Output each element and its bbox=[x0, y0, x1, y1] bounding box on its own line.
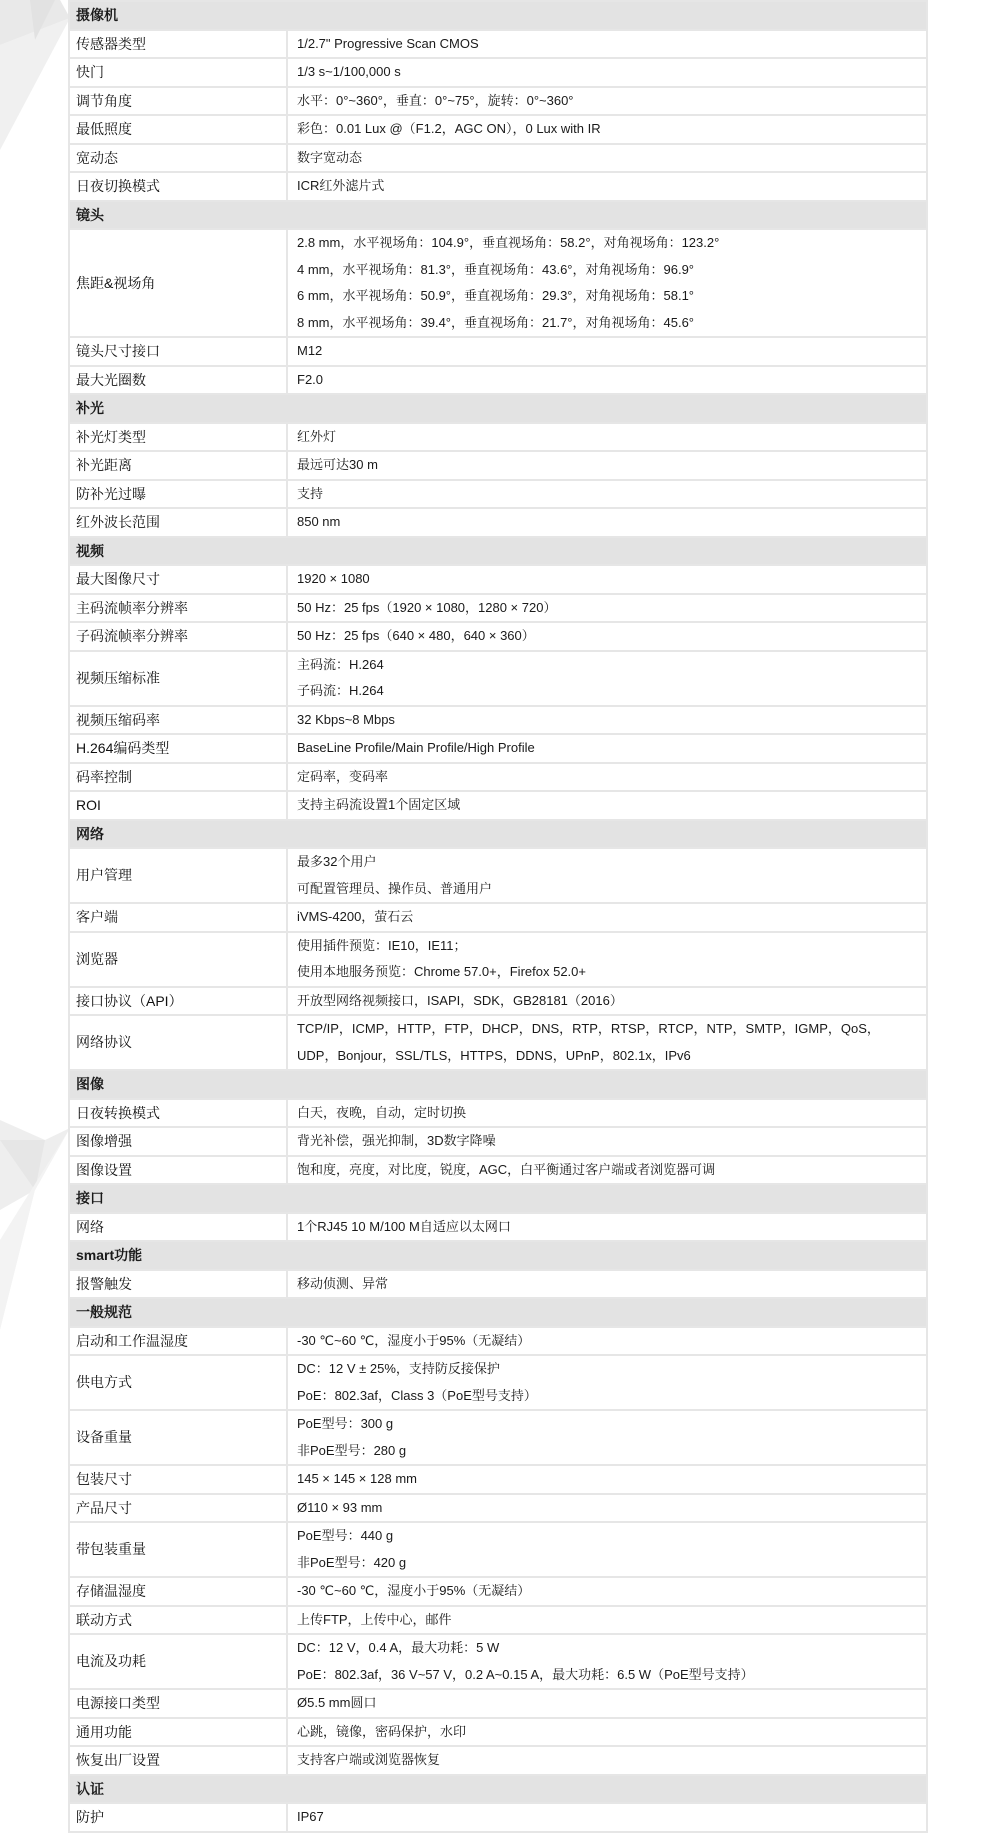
spec-key: 主码流帧率分辨率 bbox=[69, 594, 287, 623]
spec-key: 网络协议 bbox=[69, 1015, 287, 1070]
section-title: 镜头 bbox=[69, 201, 927, 230]
spec-key: 补光距离 bbox=[69, 451, 287, 480]
spec-value-line: 850 nm bbox=[297, 514, 341, 529]
spec-value bbox=[287, 622, 927, 651]
table-row bbox=[69, 763, 927, 792]
spec-value-line: 使用本地服务预览：Chrome 57.0+，Firefox 52.0+ bbox=[297, 964, 586, 979]
table-row bbox=[69, 30, 927, 59]
table-row bbox=[69, 706, 927, 735]
spec-value-line: 最远可达30 m bbox=[297, 457, 378, 472]
spec-value-line: 饱和度，亮度，对比度，锐度，AGC，白平衡通过客户端或者浏览器可调 bbox=[297, 1161, 716, 1177]
table-row bbox=[69, 58, 927, 87]
spec-key: H.264编码类型 bbox=[69, 734, 287, 763]
spec-key: 快门 bbox=[69, 58, 287, 87]
spec-key: 日夜转换模式 bbox=[69, 1099, 287, 1128]
spec-value-line: 主码流：H.264 bbox=[297, 656, 384, 672]
spec-key: 图像设置 bbox=[69, 1156, 287, 1185]
table-row bbox=[69, 1606, 927, 1635]
spec-key: 最大图像尺寸 bbox=[69, 565, 287, 594]
spec-value bbox=[287, 58, 927, 87]
section-title: 接口 bbox=[69, 1184, 927, 1213]
spec-key: 电流及功耗 bbox=[69, 1634, 287, 1689]
section-header-row bbox=[69, 1298, 927, 1327]
section-header-row bbox=[69, 1241, 927, 1270]
table-row bbox=[69, 144, 927, 173]
spec-value-line: Ø110 × 93 mm bbox=[297, 1499, 383, 1515]
spec-value bbox=[287, 1522, 927, 1577]
spec-value bbox=[287, 987, 927, 1016]
spec-value bbox=[287, 1746, 927, 1775]
spec-key: 包装尺寸 bbox=[69, 1465, 287, 1494]
spec-value bbox=[287, 791, 927, 820]
spec-table-body bbox=[69, 1, 927, 1832]
table-row bbox=[69, 1015, 927, 1070]
spec-value bbox=[287, 706, 927, 735]
spec-value bbox=[287, 1355, 927, 1410]
spec-value-line: iVMS-4200，萤石云 bbox=[297, 909, 414, 924]
table-row bbox=[69, 1577, 927, 1606]
spec-value-line: 2.8 mm，水平视场角：104.9°，垂直视场角：58.2°，对角视场角：123.2° bbox=[297, 235, 720, 250]
spec-key: 产品尺寸 bbox=[69, 1494, 287, 1523]
table-row bbox=[69, 1213, 927, 1242]
spec-value-line: 50 Hz：25 fps（1920 × 1080，1280 × 720） bbox=[297, 599, 557, 615]
spec-value-line: -30 ℃~60 ℃，湿度小于95%（无凝结） bbox=[297, 1583, 531, 1598]
table-row bbox=[69, 1746, 927, 1775]
spec-key: 视频压缩码率 bbox=[69, 706, 287, 735]
spec-key: 调节角度 bbox=[69, 87, 287, 116]
spec-value bbox=[287, 480, 927, 509]
spec-value-line: 非PoE型号：420 g bbox=[297, 1554, 407, 1570]
spec-value-line: 使用插件预览：IE10，IE11； bbox=[297, 937, 467, 953]
spec-value bbox=[287, 1410, 927, 1465]
spec-value-line: 1个RJ45 10 M/100 M自适应以太网口 bbox=[297, 1218, 511, 1234]
section-title: 补光 bbox=[69, 394, 927, 423]
table-row bbox=[69, 1465, 927, 1494]
spec-value-line: 上传FTP，上传中心，邮件 bbox=[297, 1611, 452, 1627]
spec-value-line: TCP/IP，ICMP，HTTP，FTP，DHCP，DNS，RTP，RTSP，RTCP，NTP，SMTP，IGMP，QoS， bbox=[297, 1021, 880, 1036]
spec-value-line: 1/2.7" Progressive Scan CMOS bbox=[297, 35, 479, 51]
spec-key: 电源接口类型 bbox=[69, 1689, 287, 1718]
spec-value-line: PoE：802.3af，36 V~57 V，0.2 A~0.15 A，最大功耗：6.5 W（PoE型号支持） bbox=[297, 1666, 754, 1682]
spec-key: 日夜切换模式 bbox=[69, 172, 287, 201]
table-row bbox=[69, 337, 927, 366]
spec-value bbox=[287, 1127, 927, 1156]
table-row bbox=[69, 1803, 927, 1832]
spec-value bbox=[287, 1270, 927, 1299]
spec-value-line: 水平：0°~360°，垂直：0°~75°，旋转：0°~360° bbox=[297, 92, 574, 108]
table-row bbox=[69, 1127, 927, 1156]
spec-value-line: -30 ℃~60 ℃，湿度小于95%（无凝结） bbox=[297, 1332, 531, 1348]
spec-value bbox=[287, 1689, 927, 1718]
table-row bbox=[69, 87, 927, 116]
spec-value-line: 6 mm，水平视场角：50.9°，垂直视场角：29.3°，对角视场角：58.1° bbox=[297, 288, 695, 303]
table-row bbox=[69, 848, 927, 903]
spec-key: 网络 bbox=[69, 1213, 287, 1242]
spec-value-line: 145 × 145 × 128 mm bbox=[297, 1471, 417, 1486]
spec-value-line: 定码率，变码率 bbox=[297, 768, 389, 784]
spec-value bbox=[287, 1803, 927, 1832]
table-row bbox=[69, 1634, 927, 1689]
spec-value bbox=[287, 1606, 927, 1635]
spec-value-line: 可配置管理员、操作员、普通用户 bbox=[297, 880, 493, 896]
spec-value-line: 1/3 s~1/100,000 s bbox=[297, 64, 401, 79]
spec-value bbox=[287, 1327, 927, 1356]
spec-key: 设备重量 bbox=[69, 1410, 287, 1465]
spec-table bbox=[68, 0, 928, 1833]
spec-key: 焦距&视场角 bbox=[69, 229, 287, 337]
section-title: 一般规范 bbox=[69, 1298, 927, 1327]
spec-value-line: ICR红外滤片式 bbox=[297, 178, 385, 193]
section-header-row bbox=[69, 1775, 927, 1804]
spec-key: 防补光过曝 bbox=[69, 480, 287, 509]
spec-value-line: 最多32个用户 bbox=[297, 854, 377, 869]
spec-value-line: 50 Hz：25 fps（640 × 480，640 × 360） bbox=[297, 628, 535, 643]
spec-value bbox=[287, 1494, 927, 1523]
spec-key: 报警触发 bbox=[69, 1270, 287, 1299]
section-header-row bbox=[69, 1, 927, 30]
table-row bbox=[69, 451, 927, 480]
spec-key: 子码流帧率分辨率 bbox=[69, 622, 287, 651]
section-header-row bbox=[69, 201, 927, 230]
spec-key: 传感器类型 bbox=[69, 30, 287, 59]
section-header-row bbox=[69, 820, 927, 849]
section-header-row bbox=[69, 394, 927, 423]
spec-value bbox=[287, 508, 927, 537]
spec-value bbox=[287, 565, 927, 594]
spec-value bbox=[287, 87, 927, 116]
spec-value-line: UDP，Bonjour，SSL/TLS，HTTPS，DDNS，UPnP，802.1x，IPv6 bbox=[297, 1047, 691, 1063]
spec-key: 浏览器 bbox=[69, 932, 287, 987]
spec-value-line: PoE型号：300 g bbox=[297, 1416, 394, 1431]
spec-value bbox=[287, 734, 927, 763]
table-row bbox=[69, 1410, 927, 1465]
spec-key: 码率控制 bbox=[69, 763, 287, 792]
section-title: 网络 bbox=[69, 820, 927, 849]
spec-value-line: PoE型号：440 g bbox=[297, 1528, 394, 1543]
section-header-row bbox=[69, 537, 927, 566]
spec-value bbox=[287, 1099, 927, 1128]
table-row bbox=[69, 366, 927, 395]
spec-value bbox=[287, 115, 927, 144]
spec-key: 启动和工作温湿度 bbox=[69, 1327, 287, 1356]
table-row bbox=[69, 1355, 927, 1410]
spec-key: 联动方式 bbox=[69, 1606, 287, 1635]
spec-value bbox=[287, 229, 927, 337]
spec-value-line: 支持 bbox=[297, 485, 324, 501]
spec-value-line: 红外灯 bbox=[297, 428, 337, 444]
section-header-row bbox=[69, 1184, 927, 1213]
spec-value-line: BaseLine Profile/Main Profile/High Profile bbox=[297, 740, 535, 755]
spec-key: 用户管理 bbox=[69, 848, 287, 903]
spec-value bbox=[287, 1213, 927, 1242]
spec-value-line: 移动侦测、异常 bbox=[297, 1275, 389, 1291]
table-row bbox=[69, 565, 927, 594]
spec-value-line: 子码流：H.264 bbox=[297, 683, 384, 698]
table-row bbox=[69, 508, 927, 537]
spec-value bbox=[287, 651, 927, 706]
section-title: smart功能 bbox=[69, 1241, 927, 1270]
spec-value bbox=[287, 594, 927, 623]
spec-value-line: DC：12 V，0.4 A，最大功耗：5 W bbox=[297, 1640, 500, 1655]
spec-value-line: IP67 bbox=[297, 1809, 324, 1824]
table-row bbox=[69, 480, 927, 509]
spec-value-line: 非PoE型号：280 g bbox=[297, 1442, 407, 1458]
spec-value-line: M12 bbox=[297, 343, 323, 358]
spec-value-line: 白天，夜晚，自动，定时切换 bbox=[297, 1104, 467, 1120]
table-row bbox=[69, 1270, 927, 1299]
spec-value-line: DC：12 V ± 25%，支持防反接保护 bbox=[297, 1361, 500, 1376]
spec-value bbox=[287, 1015, 927, 1070]
spec-value bbox=[287, 30, 927, 59]
spec-value-line: PoE：802.3af，Class 3（PoE型号支持） bbox=[297, 1387, 537, 1403]
spec-value-line: 背光补偿，强光抑制，3D数字降噪 bbox=[297, 1133, 496, 1148]
table-row bbox=[69, 1494, 927, 1523]
spec-value bbox=[287, 1156, 927, 1185]
spec-value bbox=[287, 763, 927, 792]
section-title: 视频 bbox=[69, 537, 927, 566]
spec-value bbox=[287, 903, 927, 932]
spec-key: 存储温湿度 bbox=[69, 1577, 287, 1606]
spec-key: 恢复出厂设置 bbox=[69, 1746, 287, 1775]
spec-value bbox=[287, 932, 927, 987]
table-row bbox=[69, 1689, 927, 1718]
spec-key: ROI bbox=[69, 791, 287, 820]
spec-key: 视频压缩标准 bbox=[69, 651, 287, 706]
spec-key: 镜头尺寸接口 bbox=[69, 337, 287, 366]
spec-key: 供电方式 bbox=[69, 1355, 287, 1410]
table-row bbox=[69, 1522, 927, 1577]
spec-value-line: 彩色：0.01 Lux @（F1.2，AGC ON），0 Lux with IR bbox=[297, 121, 601, 136]
table-row bbox=[69, 734, 927, 763]
spec-key: 通用功能 bbox=[69, 1718, 287, 1747]
spec-value-line: 8 mm，水平视场角：39.4°，垂直视场角：21.7°，对角视场角：45.6° bbox=[297, 314, 695, 330]
spec-value bbox=[287, 337, 927, 366]
spec-value bbox=[287, 172, 927, 201]
spec-value bbox=[287, 366, 927, 395]
spec-value bbox=[287, 451, 927, 480]
table-row bbox=[69, 594, 927, 623]
spec-key: 宽动态 bbox=[69, 144, 287, 173]
table-row bbox=[69, 1327, 927, 1356]
spec-value-line: 支持客户端或浏览器恢复 bbox=[297, 1752, 441, 1767]
spec-value bbox=[287, 1577, 927, 1606]
spec-value bbox=[287, 144, 927, 173]
spec-value bbox=[287, 423, 927, 452]
table-row bbox=[69, 622, 927, 651]
table-row bbox=[69, 229, 927, 337]
spec-key: 防护 bbox=[69, 1803, 287, 1832]
spec-value-line: F2.0 bbox=[297, 371, 324, 387]
table-row bbox=[69, 1099, 927, 1128]
spec-value bbox=[287, 1718, 927, 1747]
table-row bbox=[69, 987, 927, 1016]
spec-value-line: 支持主码流设置1个固定区域 bbox=[297, 797, 461, 812]
spec-key: 接口协议（API） bbox=[69, 987, 287, 1016]
spec-key: 补光灯类型 bbox=[69, 423, 287, 452]
table-row bbox=[69, 423, 927, 452]
spec-key: 图像增强 bbox=[69, 1127, 287, 1156]
table-row bbox=[69, 651, 927, 706]
spec-key: 红外波长范围 bbox=[69, 508, 287, 537]
spec-value-line: 心跳，镜像，密码保护，水印 bbox=[297, 1723, 467, 1739]
spec-value bbox=[287, 848, 927, 903]
section-title: 摄像机 bbox=[69, 1, 927, 30]
table-row bbox=[69, 115, 927, 144]
spec-value-line: Ø5.5 mm圆口 bbox=[297, 1695, 377, 1710]
spec-value-line: 开放型网络视频接口，ISAPI，SDK，GB28181（2016） bbox=[297, 992, 623, 1008]
section-header-row bbox=[69, 1070, 927, 1099]
table-row bbox=[69, 1718, 927, 1747]
spec-value-line: 数字宽动态 bbox=[297, 149, 363, 165]
section-title: 图像 bbox=[69, 1070, 927, 1099]
table-row bbox=[69, 903, 927, 932]
section-title: 认证 bbox=[69, 1775, 927, 1804]
table-row bbox=[69, 1156, 927, 1185]
spec-value-line: 32 Kbps~8 Mbps bbox=[297, 711, 395, 727]
spec-value bbox=[287, 1465, 927, 1494]
spec-value-line: 4 mm，水平视场角：81.3°，垂直视场角：43.6°，对角视场角：96.9° bbox=[297, 261, 695, 277]
spec-key: 带包装重量 bbox=[69, 1522, 287, 1577]
spec-key: 客户端 bbox=[69, 903, 287, 932]
table-row bbox=[69, 932, 927, 987]
spec-value-line: 1920 × 1080 bbox=[297, 571, 370, 586]
spec-value bbox=[287, 1634, 927, 1689]
table-row bbox=[69, 172, 927, 201]
spec-key: 最大光圈数 bbox=[69, 366, 287, 395]
spec-key: 最低照度 bbox=[69, 115, 287, 144]
table-row bbox=[69, 791, 927, 820]
